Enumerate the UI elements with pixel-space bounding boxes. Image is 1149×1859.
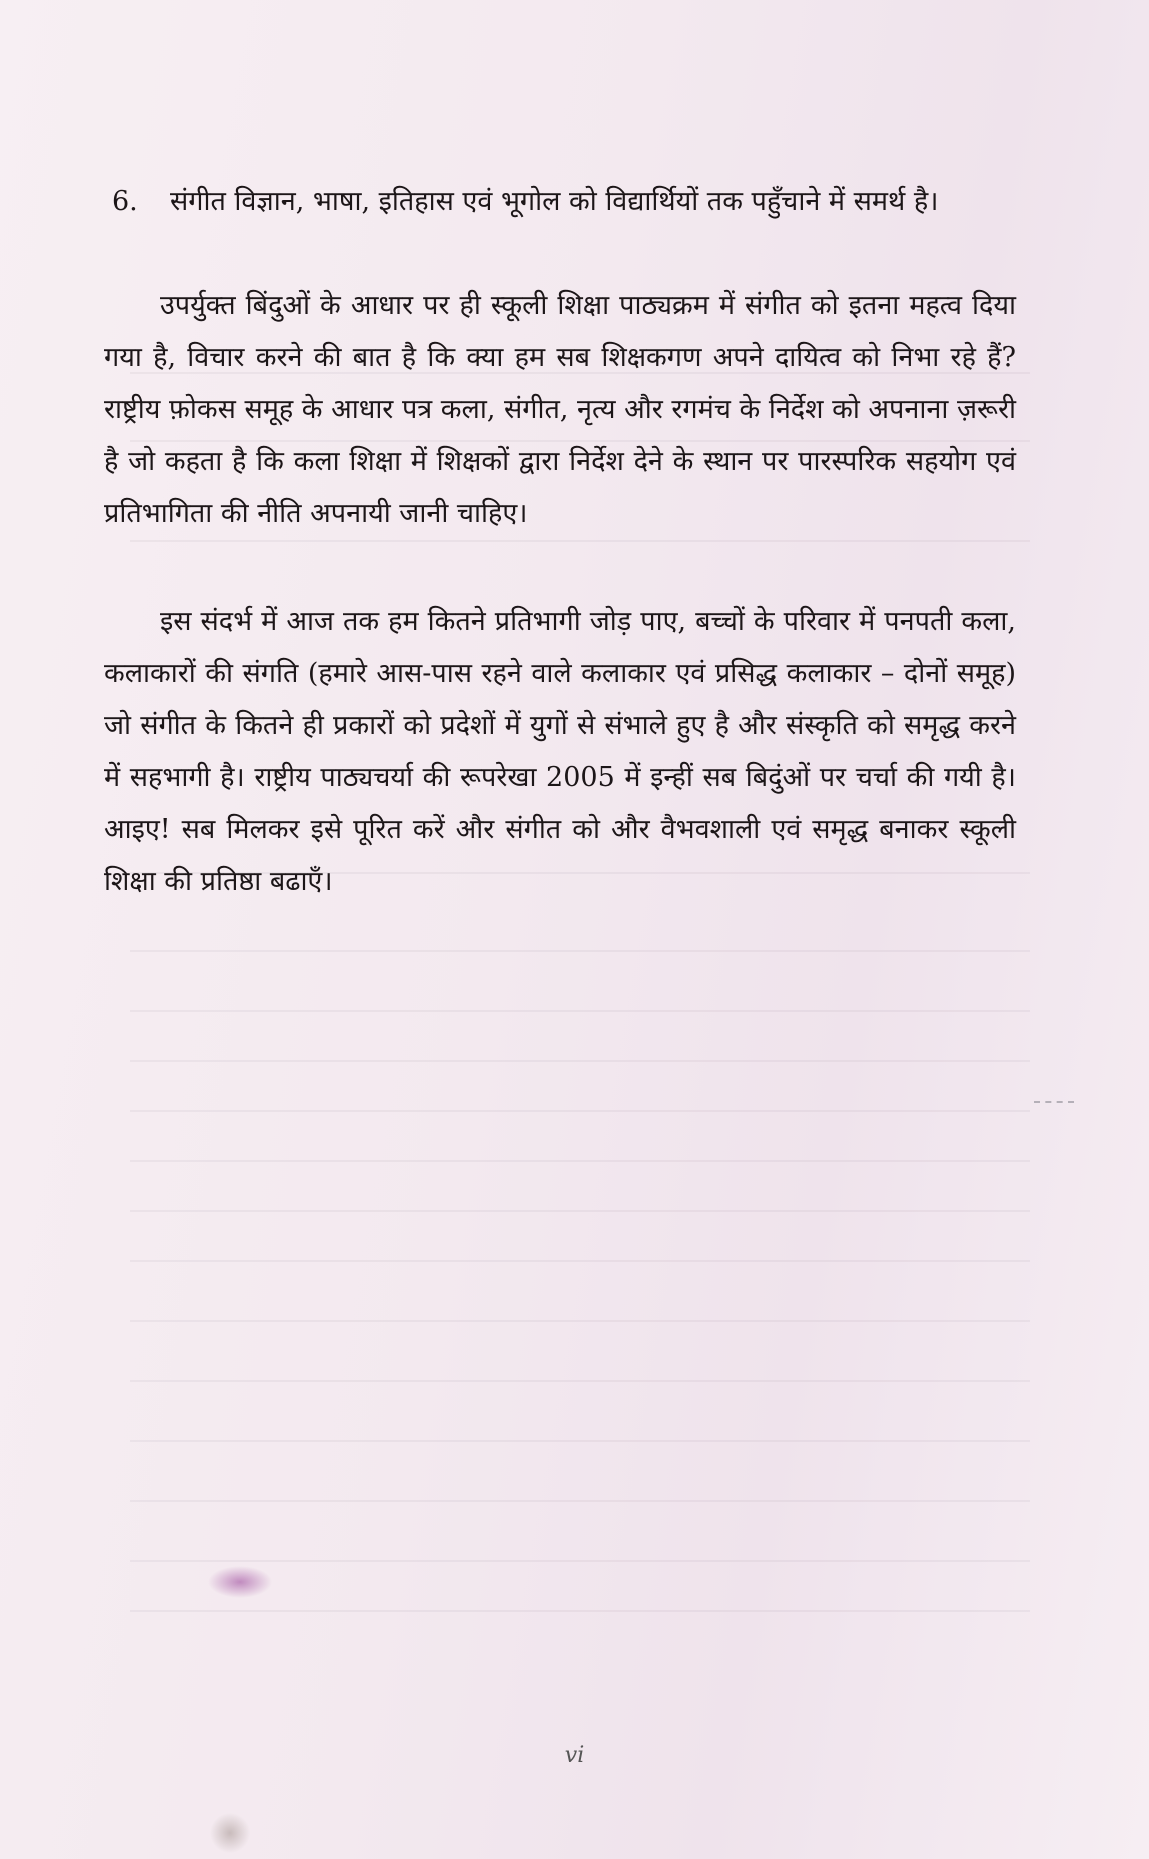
bleed-through-line [130, 1500, 1030, 1502]
margin-mark [1034, 1101, 1074, 1103]
bleed-through-line [130, 1320, 1030, 1322]
ink-stain [200, 1562, 280, 1602]
paragraph-1: उपर्युक्त बिंदुओं के आधार पर ही स्कूली शिक्षा पाठ्यक्रम में संगीत को इतना महत्व दिया गया है, विचार करने की बात है कि क्या हम सब शिक्षकगण अपने दायित्व को निभा रहे हैं? राष्ट्रीय फ़ोकस समूह के आधार पत्र कला, संगीत, नृत्य और रगमंच के निर्देश को अपनाना ज़रूरी है जो कहता है कि कला शिक्षा में शिक्षकों द्वारा निर्देश देने के स्थान पर पारस्परिक सहयोग एवं प्रतिभागिता की नीति अपनायी जानी चाहिए। [104, 290, 1016, 529]
bleed-through-line [130, 1160, 1030, 1162]
bleed-through-line [130, 1440, 1030, 1442]
list-item-number: 6. [112, 186, 138, 217]
paragraph-2: इस संदर्भ में आज तक हम कितने प्रतिभागी जोड़ पाए, बच्चों के परिवार में पनपती कला, कलाकारों की संगति (हमारे आस-पास रहने वाले कलाकार एवं प्रसिद्ध कलाकार – दोनों समूह) जो संगीत के कितने ही प्रकारों को प्रदेशों में युगों से संभाले हुए है और संस्कृति को समृद्ध करने में सहभागी है। राष्ट्रीय पाठ्यचर्या की रूपरेखा 2005 में इन्हीं सब बिदुंओं पर चर्चा की गयी है। आइए! सब मिलकर इसे पूरित करें और संगीत को और वैभवशाली एवं समृद्ध बनाकर स्कूली शिक्षा की प्रतिष्ठा बढाएँ। [104, 606, 1016, 897]
bleed-through-line [130, 1060, 1030, 1062]
bleed-through-line [130, 1380, 1030, 1382]
list-item-text: संगीत विज्ञान, भाषा, इतिहास एवं भूगोल को विद्यार्थियों तक पहुँचाने में समर्थ है। [170, 186, 939, 217]
bleed-through-line [130, 1610, 1030, 1612]
bleed-through-line [130, 1010, 1030, 1012]
list-item-6 [112, 176, 1017, 228]
smudge [205, 1808, 255, 1858]
bleed-through-line [130, 1110, 1030, 1112]
bleed-through-line [130, 1260, 1030, 1262]
bleed-through-line [130, 950, 1030, 952]
bleed-through-line [130, 1560, 1030, 1562]
bleed-through-line [130, 1210, 1030, 1212]
bleed-through-line [130, 540, 1030, 542]
page-number: vi [564, 1743, 585, 1768]
